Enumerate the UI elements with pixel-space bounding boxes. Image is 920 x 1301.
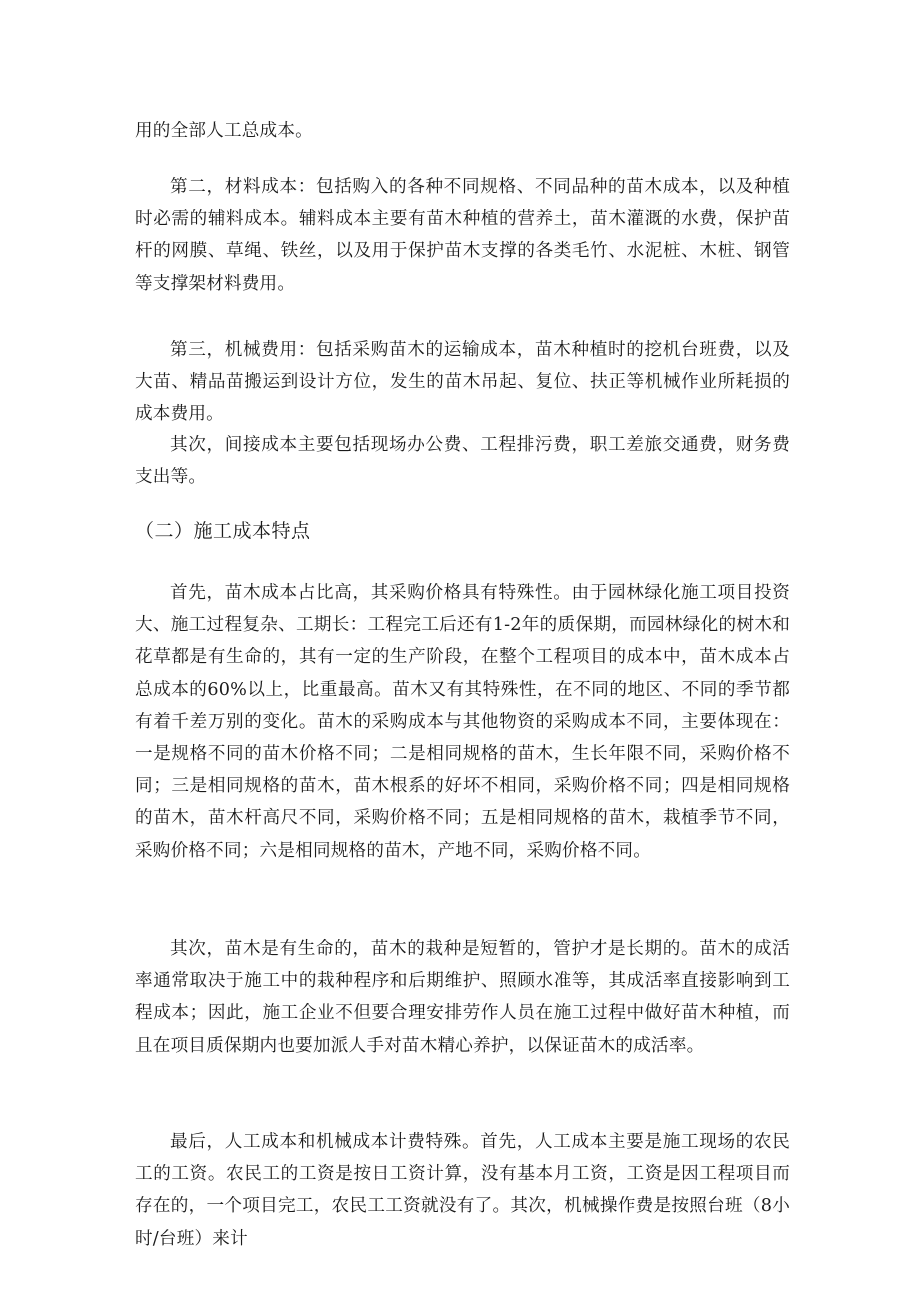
paragraph-seedling-survival: 其次，苗木是有生命的，苗木的栽种是短暂的，管护才是长期的。苗木的成活率通常取决于施工中的栽种程序和后期维护、照顾水准等，其成活率直接影响到工程成本；因此，施工企业不但要合理安排劳作人员在施工过程中做好苗木种植，而且在项目质保期内也要加派人手对苗木精心养护，以保证苗木的成活率。 xyxy=(135,939,790,1056)
paragraph-labor-machinery-billing: 最后，人工成本和机械成本计费特殊。首先，人工成本主要是施工现场的农民工的工资。农民工的工资是按日工资计算，没有基本月工资，工资是因工程项目而存在的，一个项目完工，农民工工资就没有了。其次，机械操作费是按照台班（8小时/台班）来计 xyxy=(135,1132,790,1249)
paragraph-indirect-cost: 其次，间接成本主要包括现场办公费、工程排污费，职工差旅交通费，财务费支出等。 xyxy=(135,435,790,488)
paragraph-material-cost: 第二，材料成本：包括购入的各种不同规格、不同品种的苗木成本，以及种植时必需的辅料成本。辅料成本主要有苗木种植的营养土，苗木灌溉的水费，保护苗杆的网膜、草绳、铁丝，以及用于保护苗木支撑的各类毛竹、水泥桩、木桩、钢管等支撑架材料费用。 xyxy=(135,177,790,294)
paragraph-labor-cost-end: 用的全部人工总成本。 xyxy=(135,121,313,141)
paragraph-seedling-cost: 首先，苗木成本占比高，其采购价格具有特殊性。由于园林绿化施工项目投资大、施工过程复杂、工期长：工程完工后还有1-2年的质保期，而园林绿化的树木和花草都是有生命的，其有一定的生产阶段，在整个工程项目的成本中，苗木成本占总成本的60%以上，比重最高。苗木又有其特殊性，在不同的地区、不同的季节都有着千差万别的变化。苗木的采购成本与其他物资的采购成本不同，主要体现在：一是规格不同的苗木价格不同；二是相同规格的苗木，生长年限不同，采购价格不同；三是相同规格的苗木，苗木根系的好坏不相同，采购价格不同；四是相同规格的苗木，苗木杆高尺不同，采购价格不同；五是相同规格的苗木，栽植季节不同，采购价格不同；六是相同规格的苗木，产地不同，采购价格不同。 xyxy=(135,583,790,861)
paragraph-machinery-cost: 第三，机械费用：包括采购苗木的运输成本，苗木种植时的挖机台班费，以及大苗、精品苗搬运到设计方位，发生的苗木吊起、复位、扶正等机械作业所耗损的成本费用。 xyxy=(135,340,790,425)
section-heading: （二）施工成本特点 xyxy=(135,520,311,542)
